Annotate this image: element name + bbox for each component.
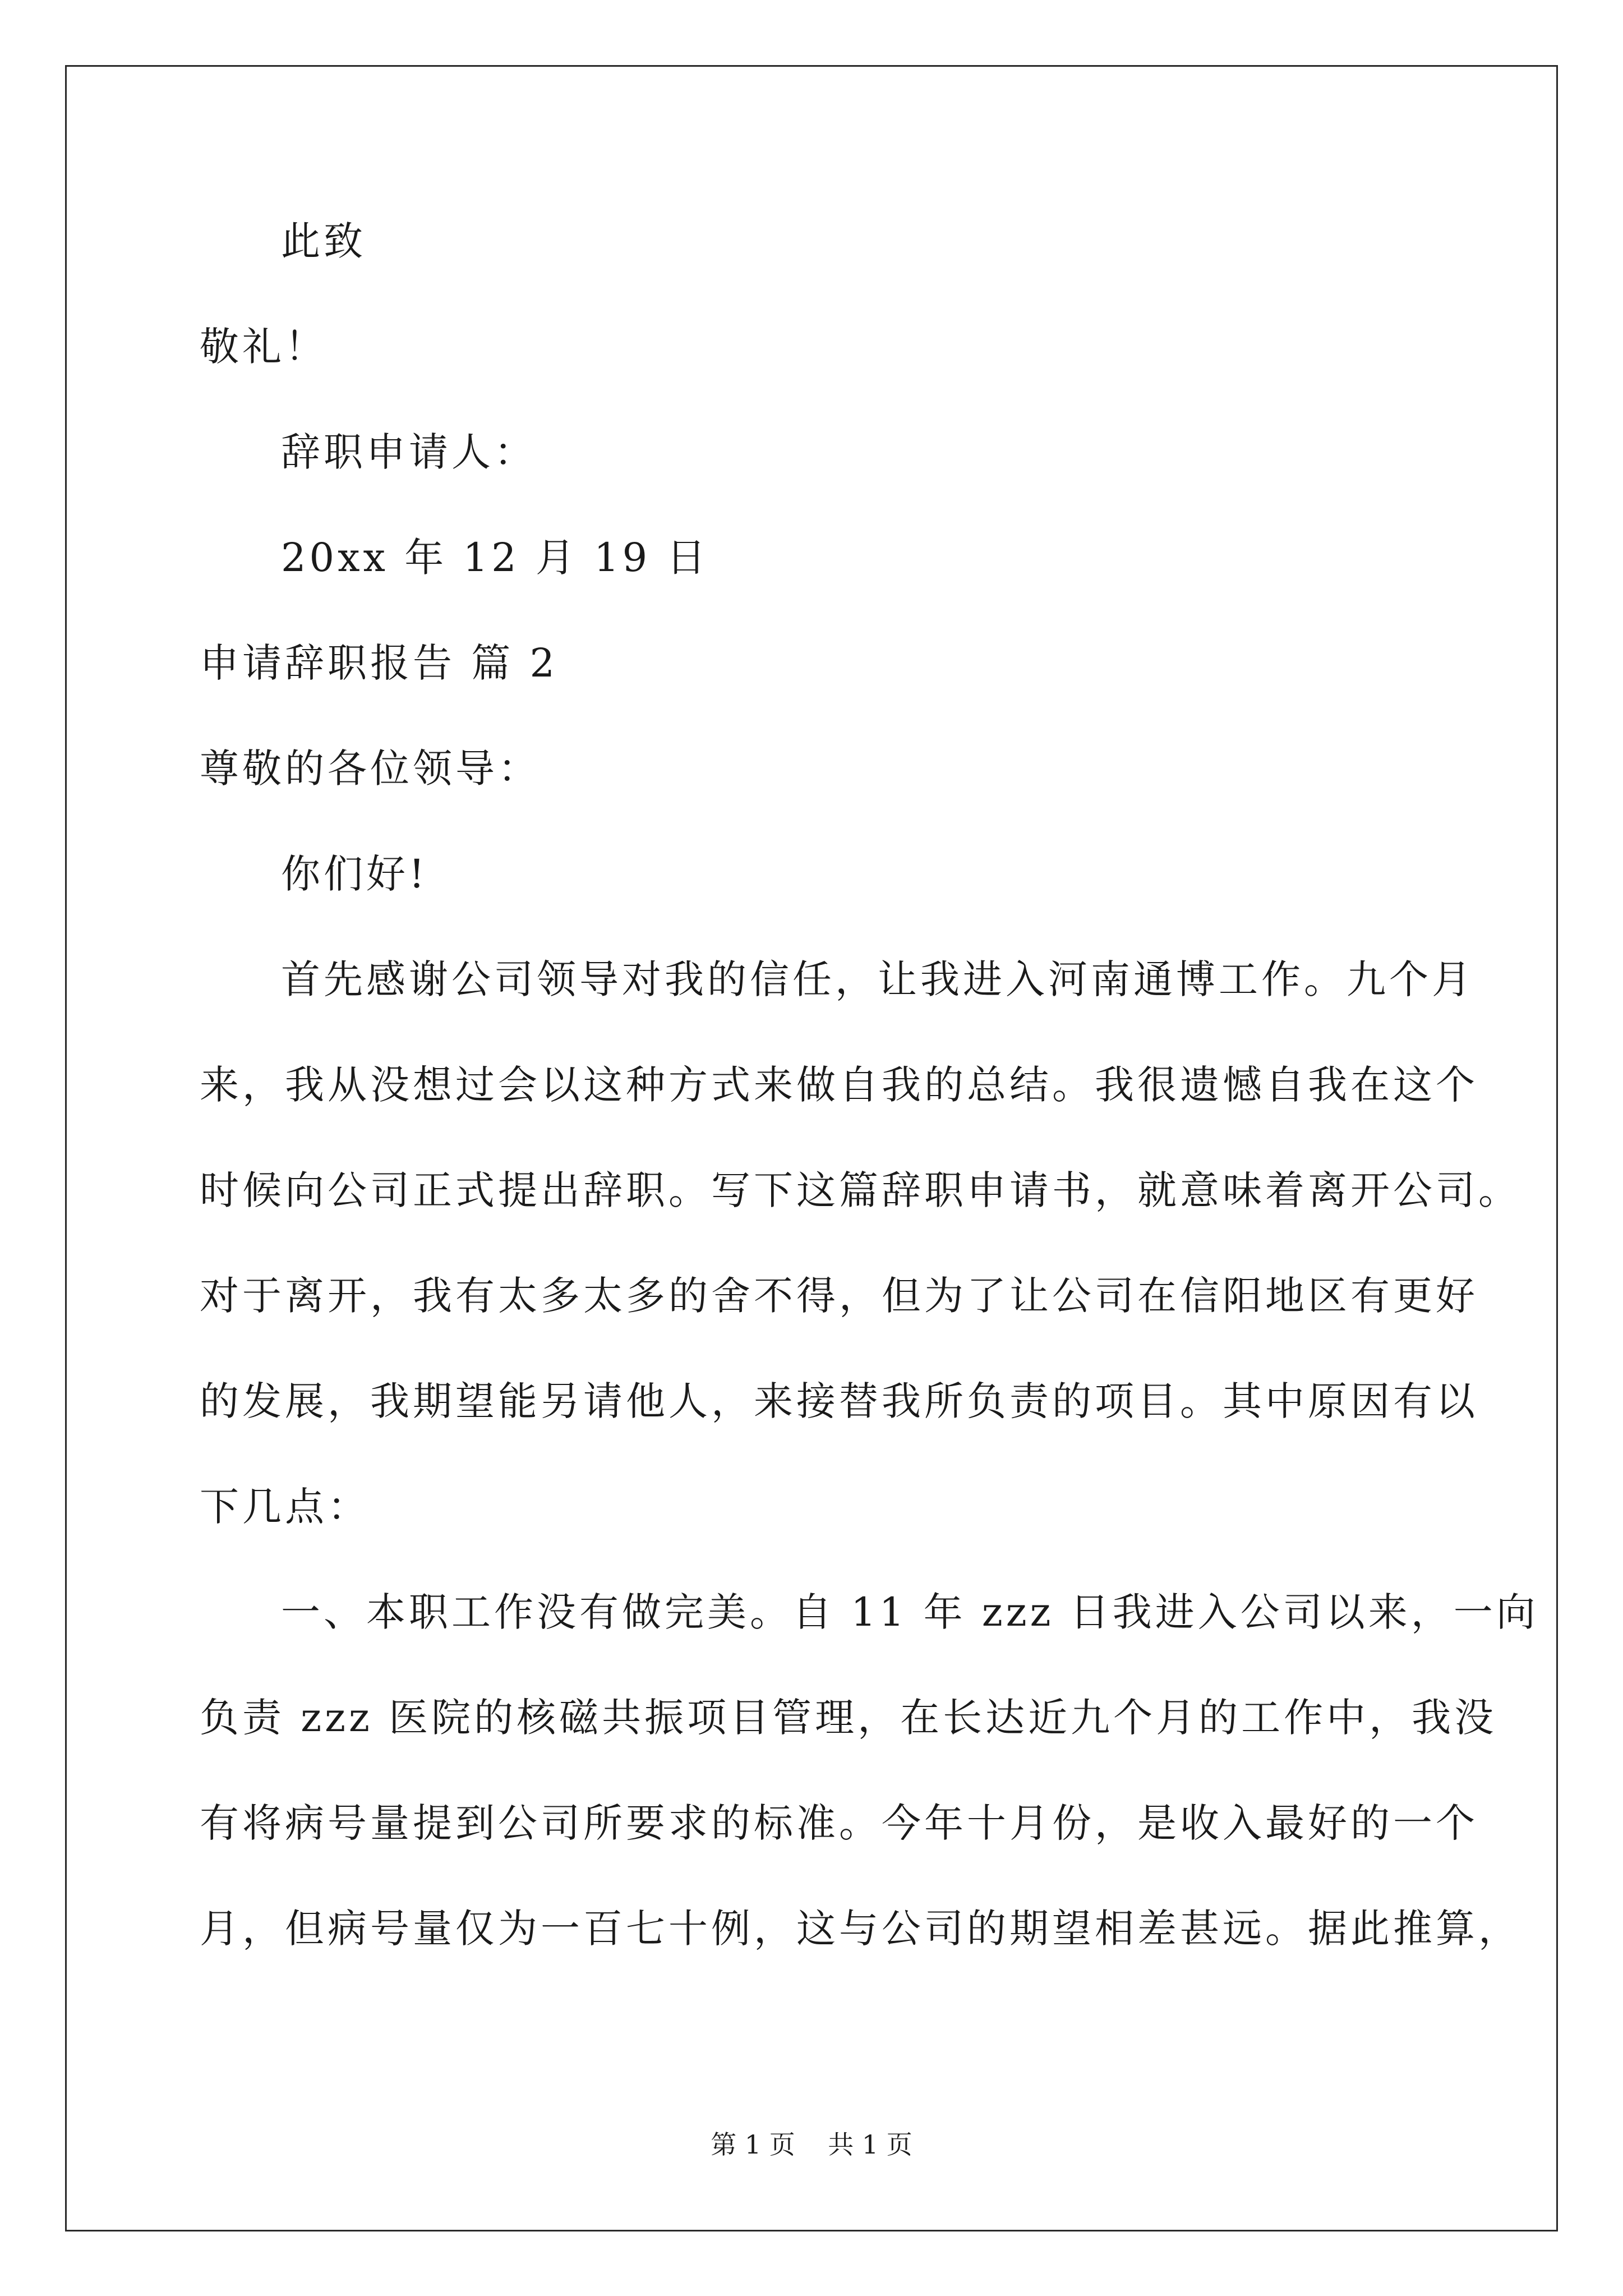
paragraph-line: 有将病号量提到公司所要求的标准。今年十月份，是收入最好的一个 [200, 1800, 1478, 1846]
paragraph-line: 来，我从没想过会以这种方式来做自我的总结。我很遗憾自我在这个 [200, 1062, 1478, 1108]
paragraph-line: 一、本职工作没有做完美。自 11 年 zzz 日我进入公司以来，一向 [281, 1589, 1539, 1635]
paragraph-line: 的发展，我期望能另请他人，来接替我所负责的项目。其中原因有以 [200, 1378, 1478, 1424]
text-line: 辞职申请人： [281, 429, 537, 475]
section-heading: 申请辞职报告 篇 2 [200, 640, 559, 686]
paragraph-line: 下几点： [200, 1484, 370, 1530]
greeting: 你们好! [281, 851, 428, 897]
salutation: 尊敬的各位领导： [200, 746, 541, 792]
document-body [200, 218, 1539, 2014]
paragraph-line: 对于离开，我有太多太多的舍不得，但为了让公司在信阳地区有更好 [200, 1273, 1478, 1319]
text-line: 敬礼！ [200, 324, 328, 370]
paragraph-line: 负责 zzz 医院的核磁共振项目管理，在长达近九个月的工作中，我没 [200, 1695, 1497, 1741]
text-line: 20xx 年 12 月 19 日 [281, 535, 709, 581]
page-number-footer: 第 1 页 共 1 页 [711, 2129, 912, 2160]
text-line: 此致 [281, 218, 366, 264]
paragraph-line: 时候向公司正式提出辞职。写下这篇辞职申请书，就意味着离开公司。 [200, 1167, 1521, 1213]
paragraph-line: 首先感谢公司领导对我的信任，让我进入河南通博工作。九个月 [281, 956, 1474, 1002]
paragraph-line: 月，但病号量仅为一百七十例，这与公司的期望相差甚远。据此推算， [200, 1906, 1521, 1952]
